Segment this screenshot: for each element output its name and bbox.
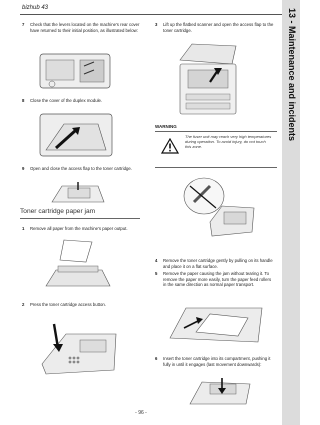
step-3: [155, 22, 277, 36]
paper-output-illustration: [40, 236, 116, 296]
duplex-cover-illustration: [36, 110, 116, 160]
toner-flap-illustration: [48, 180, 108, 206]
warning-icon: [161, 138, 179, 154]
step-number: 4: [155, 258, 158, 263]
side-tab-label: 13 - Maintenance and incidents: [287, 8, 297, 142]
step-text: Open and close the access flap to the toner cartridge.: [30, 166, 132, 171]
step-7: [22, 22, 142, 42]
warning-title: WARNING: [155, 124, 177, 129]
step-9: [22, 166, 142, 180]
step-4: [155, 258, 277, 270]
warning-box: [155, 124, 277, 168]
step-6: [155, 356, 277, 374]
step-1: [22, 226, 142, 234]
step-number: 2: [22, 302, 25, 307]
step-2: [22, 302, 142, 310]
toner-removal-illustration: [180, 172, 262, 244]
step-text: Remove all paper from the machine's paper output.: [30, 226, 128, 231]
page-number: - 96 -: [135, 410, 147, 416]
step-number: 3: [155, 22, 158, 27]
step-5: [155, 271, 277, 295]
toner-insert-illustration: [186, 376, 256, 408]
step-text: Lift up the flatbed scanner and open the access flap to the toner cartridge.: [163, 22, 274, 33]
paper-jam-illustration: [166, 298, 266, 348]
step-number: 1: [22, 226, 25, 231]
scanner-lifted-illustration: [172, 38, 244, 118]
header-title: bizhub 43: [22, 5, 49, 11]
step-text: Remove the paper causing the jam without tearing it. To remove the paper more easily, turn the paper feed rollers in the same direction as normal paper transport.: [163, 271, 272, 288]
header-rule: [20, 14, 282, 15]
warning-rule-top: [155, 131, 277, 132]
step-number: 9: [22, 166, 25, 171]
step-number: 6: [155, 356, 158, 361]
toner-button-illustration: [36, 314, 122, 384]
step-number: 5: [155, 271, 158, 276]
step-text: Close the cover of the duplex module.: [30, 98, 103, 103]
step-text: Remove the toner cartridge gently by pulling on its handle and place it on a flat surface.: [163, 258, 273, 269]
step-8: [22, 98, 142, 106]
step-text: Insert the toner cartridge into its compartment, pushing it fully in until it engages (last movement downwards):: [163, 356, 271, 367]
step-number: 8: [22, 98, 25, 103]
warning-rule-bottom: [155, 167, 277, 168]
step-text: Press the toner cartridge access button.: [30, 302, 106, 307]
warning-text: The fuser unit may reach very high temperatures during operation. To avoid injury, do not touch this zone.: [185, 134, 272, 150]
section-title: Toner cartridge paper jam: [20, 208, 96, 215]
section-rule: [20, 218, 140, 219]
step-number: 7: [22, 22, 25, 27]
rear-levers-illustration: [36, 48, 116, 94]
step-text: Check that the levers located on the machine's rear cover have returned to their initial position, as illustrated below:: [30, 22, 140, 33]
